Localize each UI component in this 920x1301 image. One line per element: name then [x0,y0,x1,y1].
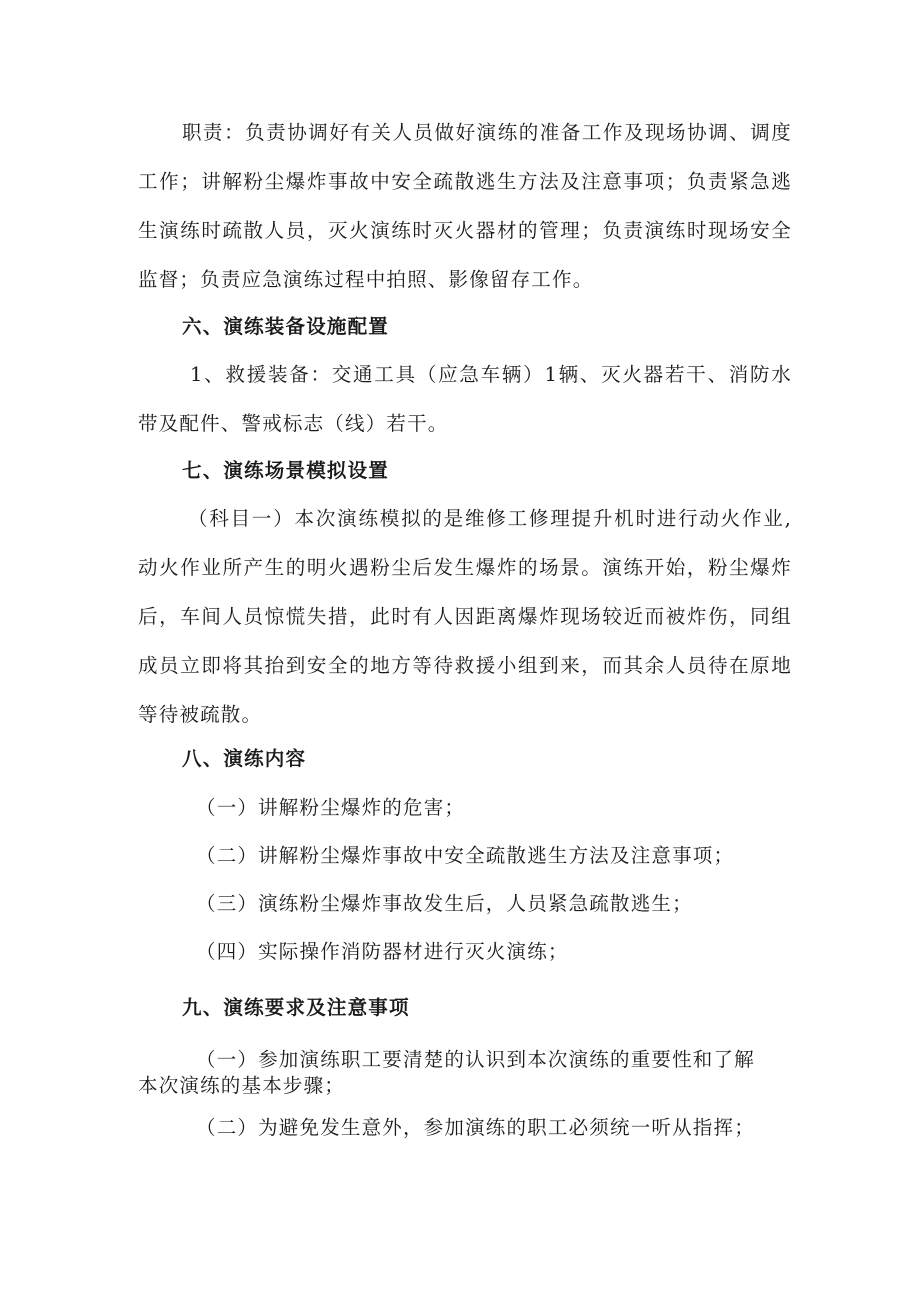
section-6-paragraph: 1、救援装备：交通工具（应急车辆）1辆、灭火器若干、消防水带及配件、警戒标志（线）若干。 [138,363,792,435]
section-8-item-2: （二）讲解粉尘爆炸事故中安全疏散逃生方法及注意事项； [196,844,735,867]
responsibility-paragraph: 职责：负责协调好有关人员做好演练的准备工作及现场协调、调度工作；讲解粉尘爆炸事故中安全疏散逃生方法及注意事项；负责紧急逃生演练时疏散人员，灭火演练时灭火器材的管理；负责演练时现场安全监督；负责应急演练过程中拍照、影像留存工作。 [138,121,792,291]
section-7-paragraph: （科目一）本次演练模拟的是维修工修理提升机时进行动火作业,动火作业所产生的明火遇粉尘后发生爆炸的场景。演练开始，粉尘爆炸后，车间人员惊慌失措，此时有人因距离爆炸现场较近而被炸伤，同组成员立即将其抬到安全的地方等待救援小组到来，而其余人员待在原地等待被疏散。 [138,507,792,726]
section-6-heading: 六、演练装备设施配置 [182,315,390,338]
section-9-item-2: （二）为避免发生意外，参加演练的职工必须统一听从指挥； [196,1116,755,1139]
section-8-item-3: （三）演练粉尘爆炸事故发生后，人员紧急疏散逃生； [196,892,693,915]
section-9-item-1: （一）参加演练职工要清楚的认识到本次演练的重要性和了解本次演练的基本步骤； [138,1048,755,1097]
section-7-heading: 七、演练场景模拟设置 [182,459,390,482]
section-9-heading: 九、演练要求及注意事项 [182,996,410,1019]
section-8-item-1: （一）讲解粉尘爆炸的危害； [196,796,466,819]
section-8-heading: 八、演练内容 [182,747,307,770]
section-8-item-4: （四）实际操作消防器材进行灭火演练； [196,940,569,963]
